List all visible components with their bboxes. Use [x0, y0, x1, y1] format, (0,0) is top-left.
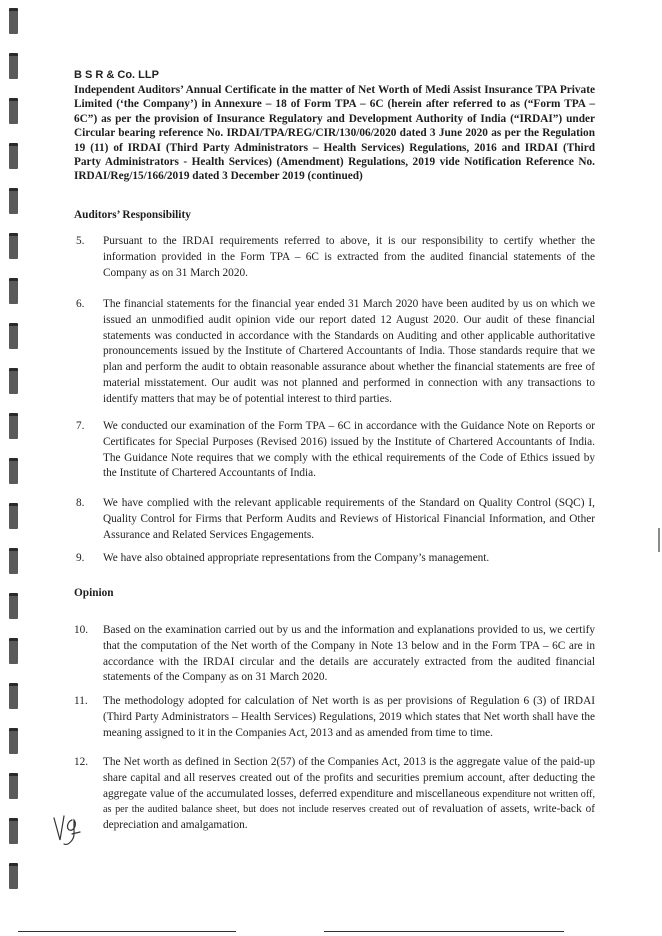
binding-hole — [9, 818, 18, 844]
paragraph-text-end: of revaluation of assets, write-back of depreciation and amalgamation. — [103, 803, 596, 832]
paragraph-text: Based on the examination carried out by us and the information and explanations provided to us, we certify that the computation of the Net worth of the Company in Note 13 below and in the Form TPA – 6C are in accordance with the IRDAI circular and the details are accurately extracted from the audited financial statements of the Company as on 31 March 2020. — [103, 624, 595, 684]
paragraph-9 — [74, 551, 595, 567]
paragraph-text: The financial statements for the financial year ended 31 March 2020 have been audited by us on which we issued an unmodified audit opinion vide our report dated 12 August 2020. Our audit of these financial statements was conducted in accordance with the Standards on Auditing and other applicable authoritative pronouncements issued by the Institute of Chartered Accountants of India. Those standards require that we plan and perform the audit to obtain reasonable assurance about whether the financial statements are free of material misstatement. Our audit was not planned and performed in connection with any transactions to identify matters that may be of potential interest to third parties. — [103, 298, 595, 405]
certificate-title: Independent Auditors’ Annual Certificate in the matter of Net Worth of Medi Assist Insurance TPA Private Limited (‘the Company’) in Annexure – 18 of Form TPA – 6C (herein after referred to as (“Form TPA – 6C”) as per the provision of Insurance Regulatory and Development Authority of India (“IRDAI”) under Circular bearing reference No. IRDAI/TPA/REG/CIR/130/06/2020 dated 3 June 2020 as per the Regulation 19 (11) of IRDAI (Third Party Administrators – Health Services) Regulations, 2016 and IRDAI (Third Party Administrators - Health Services) (Amendment) Regulations, 2019 vide Notification Reference No. IRDAI/Reg/15/166/2019 dated 3 December 2019 (continued) — [74, 84, 595, 183]
scan-edge-mark — [658, 528, 660, 552]
binding-hole — [9, 98, 18, 124]
paragraph-7 — [74, 419, 595, 482]
paragraph-number: 9. — [76, 552, 85, 564]
binding-hole — [9, 863, 18, 889]
paragraph-number: 11. — [74, 695, 88, 707]
binding-hole — [9, 503, 18, 529]
paragraph-text — [103, 755, 595, 834]
section-heading-opinion: Opinion — [74, 587, 114, 599]
footer-rule-left — [18, 931, 236, 932]
paragraph-text: We have complied with the relevant applicable requirements of the Standard on Quality Control (SQC) I, Quality Control for Firms that Perform Audits and Reviews of Historical Financial Information, and Other Assurance and Related Services Engagements. — [103, 497, 595, 541]
binding-hole — [9, 278, 18, 304]
binding-hole — [9, 368, 18, 394]
binding-hole — [9, 638, 18, 664]
paragraph-8 — [74, 496, 595, 543]
section-heading-responsibility: Auditors’ Responsibility — [74, 209, 191, 221]
firm-name: B S R & Co. LLP — [74, 69, 159, 81]
paragraph-number: 7. — [76, 420, 85, 432]
footer-rule-right — [324, 931, 564, 932]
paragraph-text: Pursuant to the IRDAI requirements referred to above, it is our responsibility to certify whether the information provided in the Form TPA – 6C is extracted from the audited financial statements of the Company as on 31 March 2020. — [103, 235, 595, 279]
paragraph-text: The methodology adopted for calculation of Net worth is as per provisions of Regulation 6 (3) of IRDAI (Third Party Administrators – Health Services) Regulations, 2019 which states that Net worth shall have the meaning assigned to it in the Companies Act, 2013 and as amended from time to time. — [103, 695, 595, 739]
binding-hole — [9, 773, 18, 799]
binding-hole — [9, 458, 18, 484]
paragraph-text-small: expenditure not written off, as per the audited balance sheet, but does not include reserves created out — [103, 788, 596, 816]
paragraph-text-main: The Net worth as defined in Section 2(57) of the Companies Act, 2013 is the aggregate value of the paid-up share capital and all reserves created out of the profits and securities premium account, after deducting the aggregate value of the accumulated losses, deferred expenditure and miscellaneous — [103, 756, 595, 800]
binding-hole — [9, 593, 18, 619]
binding-hole — [9, 683, 18, 709]
binding-hole — [9, 548, 18, 574]
paragraph-number: 12. — [74, 756, 89, 768]
paragraph-6 — [74, 297, 595, 408]
binding-hole — [9, 323, 18, 349]
paragraph-number: 6. — [76, 298, 85, 310]
binding-hole — [9, 188, 18, 214]
paragraph-number: 8. — [76, 497, 85, 509]
binding-hole — [9, 728, 18, 754]
binding-hole — [9, 143, 18, 169]
paragraph-12 — [74, 755, 595, 834]
paragraph-number: 5. — [76, 235, 85, 247]
binding-hole — [9, 53, 18, 79]
paragraph-number: 10. — [74, 624, 89, 636]
binding-hole — [9, 233, 18, 259]
paragraph-5 — [74, 234, 595, 281]
paragraph-11 — [74, 694, 595, 741]
paragraph-text: We conducted our examination of the Form TPA – 6C in accordance with the Guidance Note on Reports or Certificates for Special Purposes (Revised 2016) issued by the Institute of Chartered Accountants of India. The Guidance Note requires that we comply with the ethical requirements of the Code of Ethics issued by the Institute of Chartered Accountants of India. — [103, 420, 595, 480]
binding-hole — [9, 413, 18, 439]
paragraph-text: We have also obtained appropriate representations from the Company’s management. — [103, 552, 490, 564]
paragraph-10 — [74, 623, 595, 686]
binding-hole — [9, 8, 18, 34]
handwritten-initials-signature — [50, 808, 90, 848]
